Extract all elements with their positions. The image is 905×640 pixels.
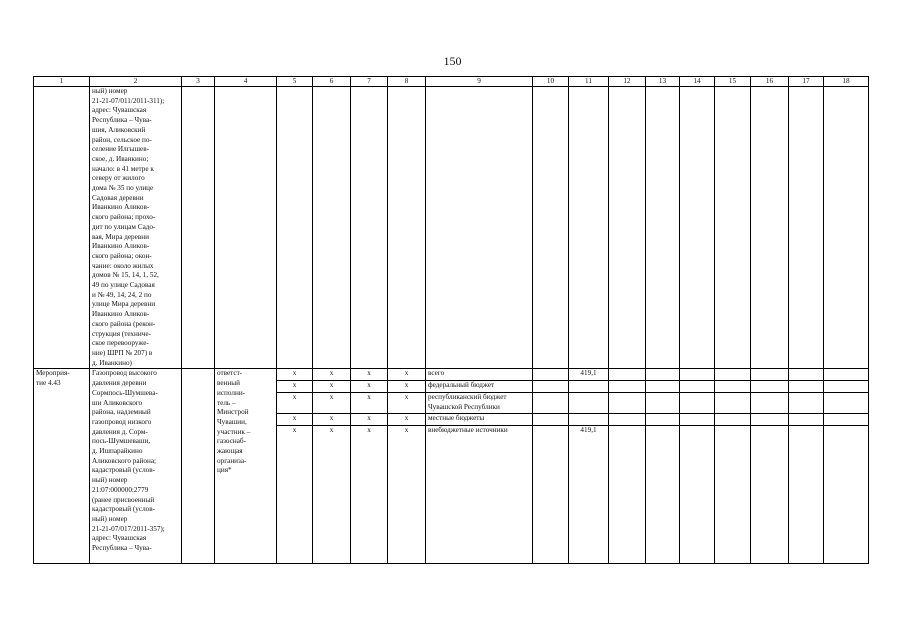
funding-source-cell: всего (426, 369, 533, 381)
header-cell: 18 (824, 77, 869, 87)
program-table (33, 76, 869, 564)
responsible-cell: ответст- венный исполни- тель – Минстрой Чувашии, участник – газоснаб- жающая организа- ция* (215, 369, 277, 563)
table-row-federal: x x x x федеральный бюджет (34, 381, 869, 393)
amount-cell: 419,1 (569, 369, 609, 381)
header-cell: 3 (182, 77, 215, 87)
header-cell: 12 (609, 77, 646, 87)
table-row-local: x x x x местные бюджеты (34, 413, 869, 425)
amount-cell (569, 413, 609, 425)
object-description-cell: Газопровод высокого давления деревни Сормпось-Шумшева- ши Аликовского района, надземный газопровод низкого давления д. Сорм- пось-Шумшеваши, д. Ишпарайкино Аликовского района; кадастровый (услов- ный) номер 21:07:000000:2779 (ранее присвоенный кадастровый (услов- ный) номер 21-21-07/017/2011-357); адрес: Чувашская Республика – Чува- (90, 369, 182, 563)
table-row-republic: x x x x республиканский бюджет Чувашской Республики (34, 393, 869, 413)
funding-source-cell: внебюджетные источники (426, 425, 533, 563)
cell (34, 87, 90, 369)
header-cell: 2 (90, 77, 182, 87)
header-cell: 8 (388, 77, 426, 87)
header-cell: 17 (789, 77, 824, 87)
header-cell: 6 (313, 77, 351, 87)
table-row-extrabudget: x x x x внебюджетные источники 419,1 (34, 425, 869, 563)
header-cell: 9 (426, 77, 533, 87)
header-cell: 16 (751, 77, 789, 87)
header-cell: 1 (34, 77, 90, 87)
header-cell: 15 (715, 77, 751, 87)
page-number: 150 (443, 54, 462, 68)
header-cell: 11 (569, 77, 609, 87)
header-cell: 7 (351, 77, 388, 87)
amount-cell: 419,1 (569, 425, 609, 563)
header-cell: 10 (533, 77, 569, 87)
measure-number-cell: Мероприя- тие 4.43 (34, 369, 90, 563)
object-description-cell: ный) номер 21-21-07/011/2011-311); адрес: Чувашская Республика – Чува- шия, Аликовский район, сельское по- селение Илгышев- ское, д. Иванкино; начало: в 41 метре к северу от жилого дома № 35 по улице Садовая деревни Иванкино Аликов- ского района; прохо- дит по улицам Садо- вая, Мира деревни Иванкино Аликов- ского района; окон- чание: около жилых домов № 15, 14, 1, 52, 49 по улице Садовая и № 49, 14, 24, 2 по улице Мира деревни Иванкино Аликов- ского района (рекон- струкция (техниче- ское перевооруже- ние) ШРП № 207) в д. Иванкино) (90, 87, 182, 369)
table-row-total: Мероприя- тие 4.43 Газопровод высокого давления деревни Сормпось-Шумшева- ши Аликовского района, надземный газопровод низкого давления д. Сорм- пось-Шумшеваши, д. Ишпарайкино Аликовского района; кадастровый (услов- ный) номер 21:07:000000:2779 (ранее присвоенный кадастровый (услов- ный) номер 21-21-07/017/2011-357); адрес: Чувашская Республика – Чува- ответст- венный исполни- тель – Минстрой Чувашии, участник – газоснаб- жающая организа- ция* x x x x всего 419,1 (34, 369, 869, 381)
funding-source-cell: федеральный бюджет (426, 381, 533, 393)
header-cell: 5 (277, 77, 313, 87)
funding-source-cell: местные бюджеты (426, 413, 533, 425)
funding-source-cell: республиканский бюджет Чувашской Республики (426, 393, 533, 413)
header-cell: 4 (215, 77, 277, 87)
table-row-continuation (34, 87, 869, 369)
header-cell: 14 (680, 77, 715, 87)
header-cell: 13 (646, 77, 680, 87)
header-row (34, 77, 869, 87)
amount-cell (569, 393, 609, 413)
amount-cell (569, 381, 609, 393)
